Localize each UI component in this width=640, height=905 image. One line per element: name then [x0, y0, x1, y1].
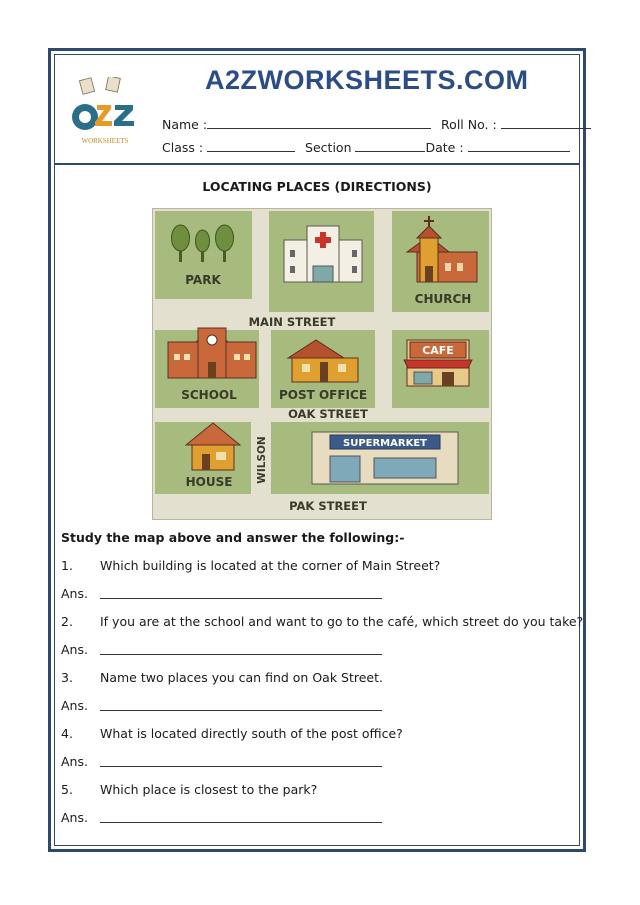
instruction-text: Study the map above and answer the following:- — [61, 530, 405, 545]
section-label: Section — [305, 140, 352, 155]
answer-1 — [61, 586, 88, 601]
worksheet-header — [55, 55, 579, 165]
supermarket-icon — [312, 432, 458, 484]
answer-2 — [61, 642, 88, 657]
question-text: What is located directly south of the post office? — [100, 726, 403, 741]
question-number: 2. — [61, 614, 73, 629]
answer-line[interactable] — [100, 822, 382, 823]
answer-label: Ans. — [61, 810, 88, 825]
wilson-street-label: WILSON — [256, 436, 268, 484]
question-number: 3. — [61, 670, 73, 685]
post-office-label: POST OFFICE — [278, 388, 368, 402]
cafe-icon — [404, 340, 472, 386]
answer-label: Ans. — [61, 698, 88, 713]
answer-label: Ans. — [61, 754, 88, 769]
cafe-sign-label: CAFE — [422, 344, 454, 357]
worksheet-border — [48, 48, 586, 852]
answer-4 — [61, 754, 88, 769]
logo-subtext: WORKSHEETS — [81, 137, 129, 145]
class-section-date-row — [162, 140, 570, 155]
main-street-label: MAIN STREET — [248, 315, 336, 329]
a2z-logo — [67, 77, 143, 149]
question-text: Which place is closest to the park? — [100, 782, 318, 797]
house-label: HOUSE — [185, 475, 233, 489]
worksheet-title: LOCATING PLACES (DIRECTIONS) — [202, 179, 432, 194]
question-text: Name two places you can find on Oak Street. — [100, 670, 383, 685]
answer-label: Ans. — [61, 642, 88, 657]
site-title: A2ZWORKSHEETS.COM — [205, 65, 529, 95]
section-field[interactable] — [355, 140, 425, 152]
question-text: If you are at the school and want to go to the café, which street do you take? — [100, 614, 584, 629]
answer-line[interactable] — [100, 766, 382, 767]
park-label: PARK — [185, 273, 221, 287]
answer-line[interactable] — [100, 654, 382, 655]
church-label: CHURCH — [414, 292, 472, 306]
question-text: Which building is located at the corner of Main Street? — [100, 558, 441, 573]
question-5 — [61, 782, 317, 797]
name-field[interactable] — [207, 117, 431, 129]
question-3 — [61, 670, 383, 685]
date-field[interactable] — [468, 140, 570, 152]
park-trees-icon — [172, 225, 234, 262]
class-field[interactable] — [207, 140, 295, 152]
roll-field[interactable] — [501, 117, 591, 129]
question-number: 5. — [61, 782, 73, 797]
question-number: 1. — [61, 558, 73, 573]
roll-label: Roll No. : — [441, 117, 497, 132]
school-label: SCHOOL — [181, 388, 237, 402]
answer-3 — [61, 698, 88, 713]
name-roll-row — [162, 117, 591, 132]
question-number: 4. — [61, 726, 73, 741]
answer-line[interactable] — [100, 598, 382, 599]
question-2 — [61, 614, 583, 629]
question-4 — [61, 726, 403, 741]
answer-line[interactable] — [100, 710, 382, 711]
answer-5 — [61, 810, 88, 825]
oak-street-label: OAK STREET — [288, 407, 368, 421]
question-1 — [61, 558, 440, 573]
class-label: Class : — [162, 140, 204, 155]
worksheet-inner — [54, 54, 584, 846]
date-label: Date : — [425, 140, 464, 155]
pak-street-label: PAK STREET — [289, 499, 367, 513]
name-label: Name : — [162, 117, 208, 132]
town-map — [152, 208, 492, 520]
supermarket-sign-label: SUPERMARKET — [343, 438, 427, 449]
answer-label: Ans. — [61, 586, 88, 601]
